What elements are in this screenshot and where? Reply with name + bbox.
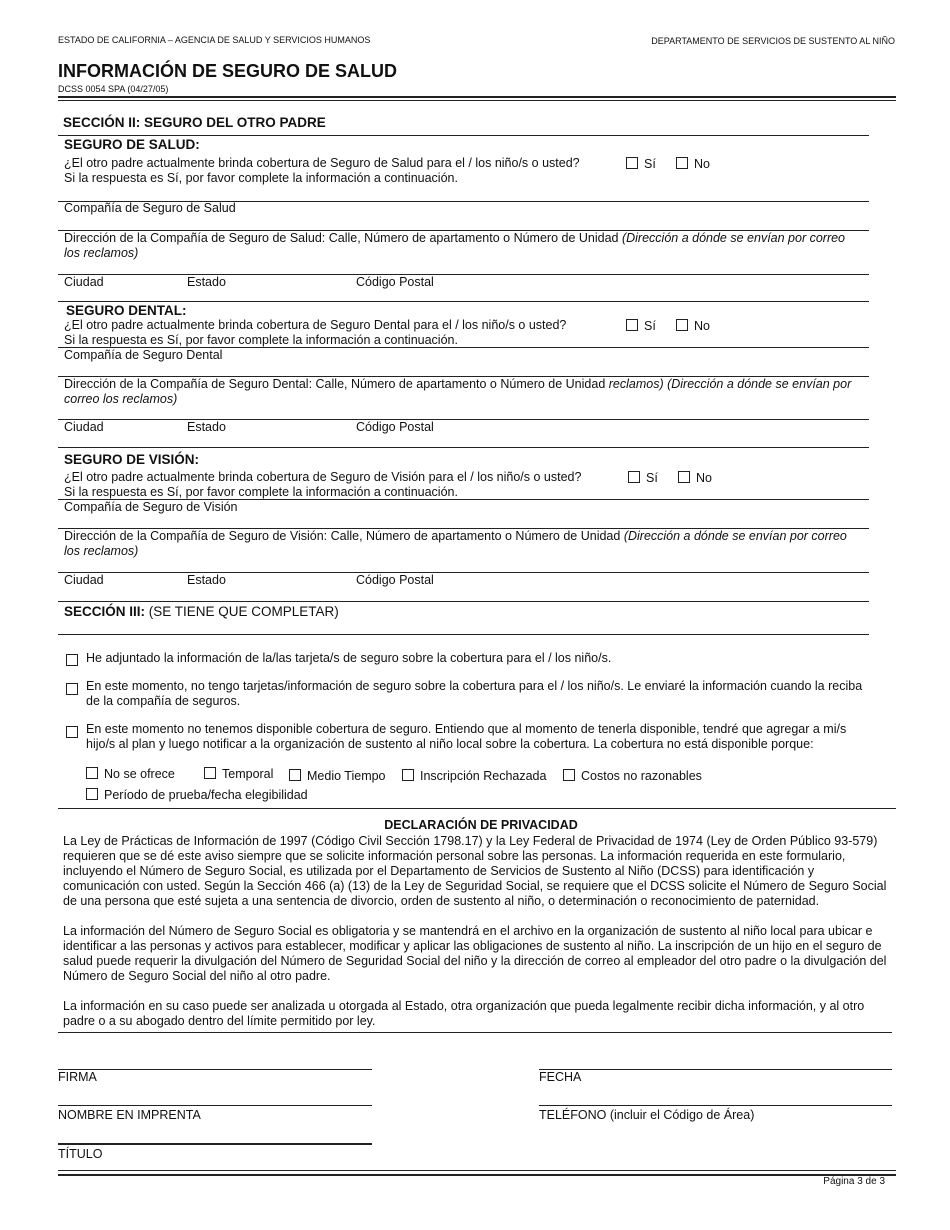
health-state-field[interactable]: Estado — [187, 275, 226, 289]
reason-no-se-ofrece[interactable]: No se ofrece — [86, 767, 175, 781]
privacy-title: DECLARACIÓN DE PRIVACIDAD — [384, 818, 578, 832]
form-title: INFORMACIÓN DE SEGURO DE SALUD — [58, 61, 398, 81]
health-yes-checkbox[interactable] — [626, 157, 638, 169]
vision-question: ¿El otro padre actualmente brinda cobertura de Seguro de Visión para el / los niño/s o usted? — [64, 470, 582, 484]
health-instruction: Si la respuesta es Sí, por favor complete la información a continuación. — [64, 171, 458, 185]
privacy-paragraph-1: La Ley de Prácticas de Información de 1997 (Código Civil Sección 1798.17) y la Ley Federal de Privacidad de 1974 (Ley de Orden Público 93-579) requieren que se dé este aviso siempre que se solicite información personal sobre las personas. La información requerida en este formulario, incluyendo el Número de Seguro Social, es utilizada por el Departamento de Servicios de Sustento al Niño (DCSS) para identificación y comunicación con usted. Según la Sección 466 (a) (13) de la Ley de Seguridad Social, se requiere que el DCSS solicite el Número de Seguro Social de una persona que esté sujeta a una sentencia de divorcio, orden de sustento al niño, o determinación o reconocimiento de paternidad. — [63, 834, 887, 908]
header-divider-thin — [58, 100, 896, 101]
reason-inscripcion-rechazada[interactable]: Inscripción Rechazada — [402, 769, 546, 783]
date-line — [539, 1069, 892, 1070]
option3-checkbox[interactable] — [66, 724, 84, 742]
dental-zip-field[interactable]: Código Postal — [356, 420, 434, 434]
option3-label: En este momento no tenemos disponible cobertura de seguro. Entiendo que al momento de tenerla disponible, tendré que agregar a mi/s hijo/s al plan y luego notificar a la organización de sustento al niño local sobre la cobertura. La cobertura no está disponible porque: — [86, 722, 847, 751]
signature-field[interactable]: FIRMA — [58, 1070, 97, 1084]
title-line — [58, 1143, 372, 1145]
health-question: ¿El otro padre actualmente brinda cobertura de Seguro de Salud para el / los niño/s o usted? — [64, 156, 580, 170]
vision-yes-checkbox[interactable] — [628, 471, 640, 483]
vision-city-field[interactable]: Ciudad — [64, 573, 104, 587]
dental-state-field[interactable]: Estado — [187, 420, 226, 434]
dental-heading: SEGURO DENTAL: — [66, 303, 187, 318]
vision-zip-field[interactable]: Código Postal — [356, 573, 434, 587]
option2-label: En este momento, no tengo tarjetas/información de seguro sobre la cobertura para el / los niño/s. Le enviaré la información cuando la reciba de la compañía de seguros. — [86, 679, 863, 708]
health-address-field[interactable]: Dirección de la Compañía de Seguro de Salud: Calle, Número de apartamento o Número de Unidad (Dirección a dónde se envían por correo los reclamos) — [64, 231, 846, 260]
divider — [58, 135, 869, 136]
divider — [58, 419, 869, 420]
page-number: Página 3 de 3 — [823, 1176, 885, 1187]
dental-yes-option[interactable]: Sí — [626, 319, 656, 333]
vision-company-field[interactable]: Compañía de Seguro de Visión — [64, 500, 238, 514]
form-number: DCSS 0054 SPA (04/27/05) — [58, 84, 169, 94]
option2-checkbox[interactable] — [66, 681, 84, 699]
reason-temporal[interactable]: Temporal — [204, 767, 273, 781]
health-company-field[interactable]: Compañía de Seguro de Salud — [64, 201, 236, 215]
privacy-paragraph-2: La información del Número de Seguro Social es obligatoria y se mantendrá en el archivo en la organización de sustento al niño local para ubicar e identificar a las personas y activos para establecer, modificar y aplicar las obligaciones de sustento al niño. La inscripción de un hijo en el seguro de salud puede requerir la divulgación del Número de Seguridad Social del niño y la dirección de correo al empleador del otro padre o la divulgación del Número de Seguro Social del niño al otro padre. — [63, 924, 887, 983]
reason-medio-tiempo[interactable]: Medio Tiempo — [289, 769, 386, 783]
divider — [58, 808, 896, 809]
vision-no-option[interactable]: No — [678, 471, 712, 485]
signature-line — [58, 1069, 372, 1070]
divider — [58, 601, 869, 602]
privacy-paragraph-3: La información en su caso puede ser analizada u otorgada al Estado, otra organización que pueda legalmente recibir dicha información, y al otro padre o a su abogado dentro del límite permitido por ley. — [63, 999, 865, 1028]
title-field[interactable]: TÍTULO — [58, 1147, 103, 1161]
date-field[interactable]: FECHA — [539, 1070, 582, 1084]
vision-state-field[interactable]: Estado — [187, 573, 226, 587]
dental-company-field[interactable]: Compañía de Seguro Dental — [64, 348, 223, 362]
vision-heading: SEGURO DE VISIÓN: — [64, 452, 200, 467]
divider — [58, 447, 869, 448]
phone-field[interactable]: TELÉFONO (incluir el Código de Área) — [539, 1108, 755, 1122]
vision-yes-option[interactable]: Sí — [628, 471, 658, 485]
dental-question: ¿El otro padre actualmente brinda cobertura de Seguro Dental para el / los niño/s o usted? — [64, 318, 567, 332]
vision-address-field[interactable]: Dirección de la Compañía de Seguro de Visión: Calle, Número de apartamento o Número de Unidad (Dirección a dónde se envían por correo los reclamos) — [64, 529, 847, 558]
dental-no-option[interactable]: No — [676, 319, 710, 333]
section3-title: SECCIÓN III: (SE TIENE QUE COMPLETAR) — [64, 604, 339, 619]
divider — [58, 1032, 892, 1033]
health-zip-field[interactable]: Código Postal — [356, 275, 434, 289]
dental-yes-checkbox[interactable] — [626, 319, 638, 331]
footer-divider — [58, 1170, 896, 1171]
option1-checkbox[interactable] — [66, 652, 84, 670]
department-name: DEPARTAMENTO DE SERVICIOS DE SUSTENTO AL NIÑO — [651, 36, 895, 46]
privacy-statement — [63, 834, 893, 1029]
divider — [58, 634, 869, 635]
printed-name-field[interactable]: NOMBRE EN IMPRENTA — [58, 1108, 201, 1122]
dental-no-checkbox[interactable] — [676, 319, 688, 331]
section2-title: SECCIÓN II: SEGURO DEL OTRO PADRE — [63, 115, 326, 130]
health-yes-option[interactable]: Sí — [626, 157, 656, 171]
option1-label: He adjuntado la información de la/las tarjeta/s de seguro sobre la cobertura para el / los niño/s. — [86, 651, 612, 665]
vision-no-checkbox[interactable] — [678, 471, 690, 483]
dental-city-field[interactable]: Ciudad — [64, 420, 104, 434]
divider — [58, 572, 869, 573]
agency-name: ESTADO DE CALIFORNIA – AGENCIA DE SALUD Y SERVICIOS HUMANOS — [58, 35, 371, 45]
vision-instruction: Si la respuesta es Sí, por favor complete la información a continuación. — [64, 485, 458, 499]
footer-divider-thick — [58, 1174, 896, 1176]
health-no-checkbox[interactable] — [676, 157, 688, 169]
divider — [58, 274, 869, 275]
dental-instruction: Si la respuesta es Sí, por favor complete la información a continuación. — [64, 333, 458, 347]
reason-periodo-de-prueba[interactable]: Período de prueba/fecha elegibilidad — [86, 788, 308, 802]
divider — [58, 301, 869, 302]
health-heading: SEGURO DE SALUD: — [64, 137, 200, 152]
health-no-option[interactable]: No — [676, 157, 710, 171]
name-line — [58, 1105, 372, 1106]
health-city-field[interactable]: Ciudad — [64, 275, 104, 289]
reason-costos-no-razonables[interactable]: Costos no razonables — [563, 769, 702, 783]
phone-line — [539, 1105, 892, 1106]
header-divider — [58, 96, 896, 98]
dental-address-field[interactable]: Dirección de la Compañía de Seguro Dental: Calle, Número de apartamento o Número de Unidad reclamos) (Dirección a dónde se envían por correo los reclamos) — [64, 377, 852, 406]
